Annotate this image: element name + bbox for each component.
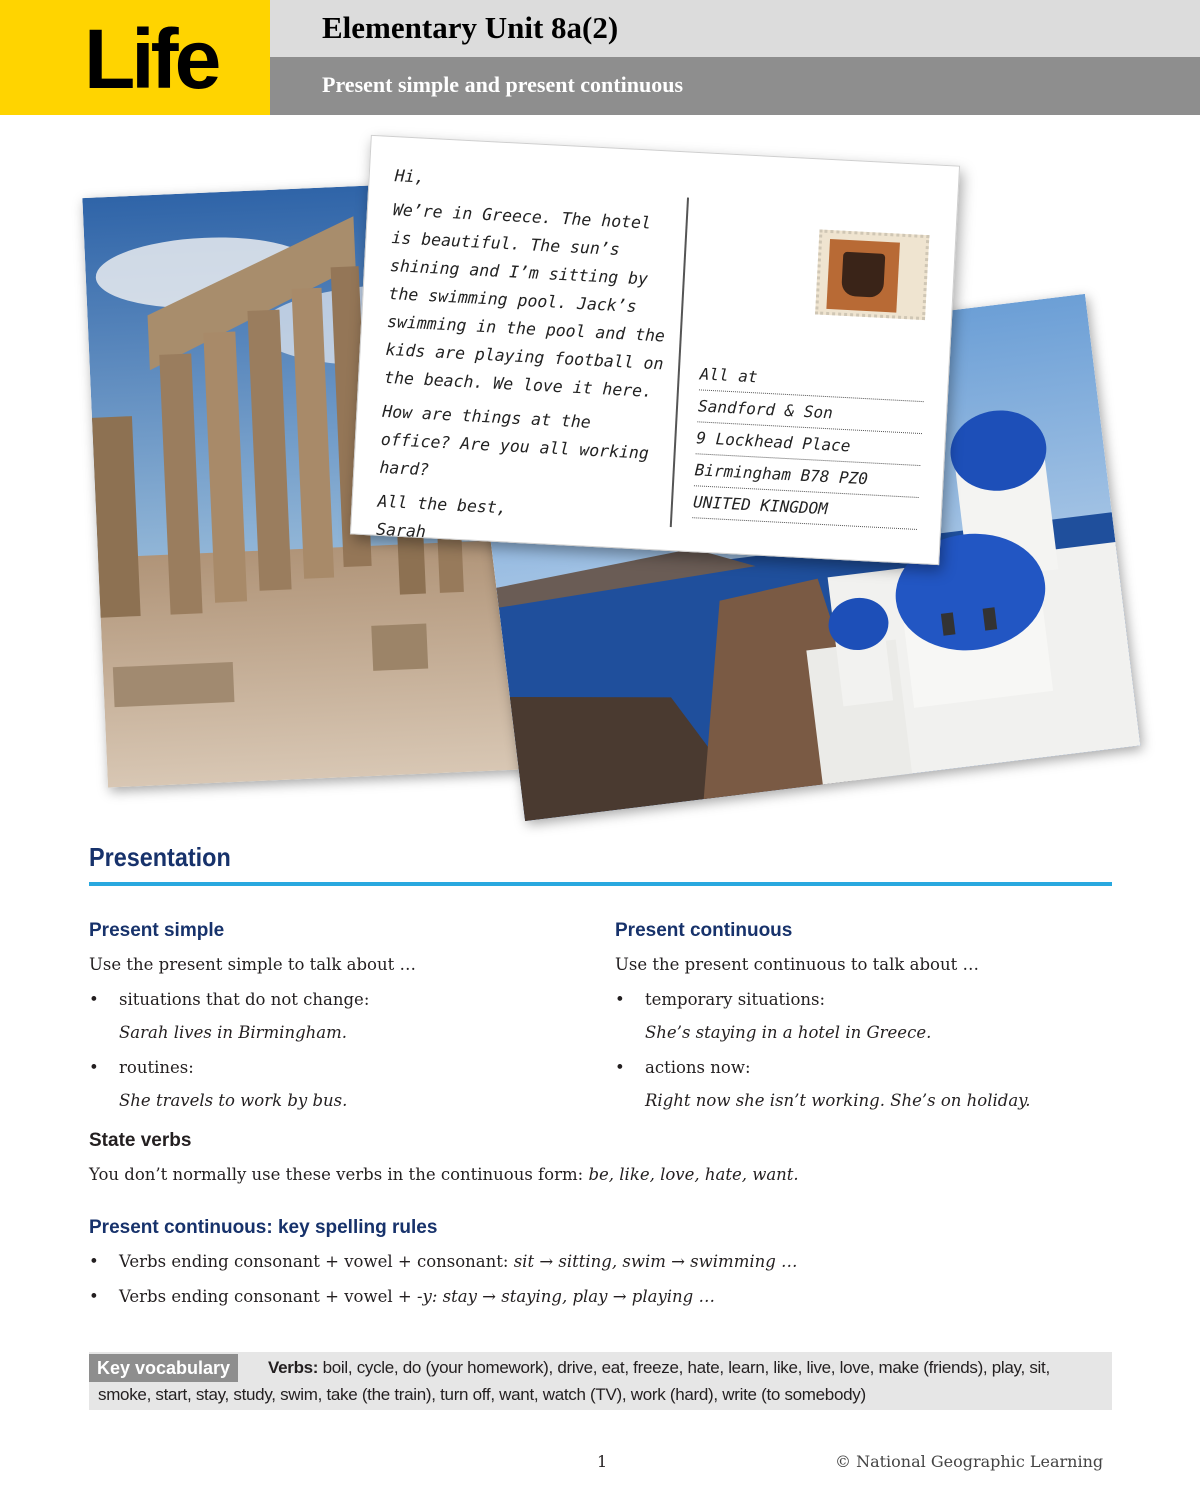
page-number: 1 bbox=[597, 1452, 608, 1471]
address-line: All at bbox=[699, 358, 925, 402]
present-simple-intro: Use the present simple to talk about … bbox=[89, 955, 416, 974]
present-continuous-intro: Use the present continuous to talk about … bbox=[615, 955, 979, 974]
state-verbs-list: be, like, love, hate, want. bbox=[588, 1165, 799, 1184]
address-line: Birmingham B78 PZ0 bbox=[694, 454, 920, 498]
present-simple-heading: Present simple bbox=[89, 920, 225, 941]
spelling-rule-2: • Verbs ending consonant + vowel + -y: stay → staying, play → playing … bbox=[119, 1287, 715, 1306]
postcard-signature: Sarah bbox=[375, 519, 427, 542]
address-line: UNITED KINGDOM bbox=[692, 486, 918, 530]
logo-box bbox=[0, 0, 270, 115]
postcard-message bbox=[375, 162, 680, 564]
present-continuous-example-2: Right now she isn’t working. She’s on holiday. bbox=[645, 1091, 1031, 1110]
postcard-signoff: All the best, bbox=[377, 491, 508, 518]
spelling-rule-1: • Verbs ending consonant + vowel + consonant: sit → sitting, swim → swimming … bbox=[119, 1252, 798, 1271]
present-simple-example-1: Sarah lives in Birmingham. bbox=[119, 1023, 347, 1042]
page-title: Elementary Unit 8a(2) bbox=[322, 10, 619, 45]
present-simple-example-2: She travels to work by bus. bbox=[119, 1091, 348, 1110]
subtitle-bar bbox=[270, 57, 1200, 115]
copyright: © National Geographic Learning bbox=[835, 1452, 1104, 1471]
present-simple-item-1: • situations that do not change: bbox=[119, 990, 369, 1009]
key-vocabulary-label: Key vocabulary bbox=[89, 1354, 238, 1382]
postcard-greeting: Hi, bbox=[394, 166, 426, 187]
section-divider bbox=[89, 882, 1112, 886]
address-line: Sandford & Son bbox=[697, 390, 923, 434]
key-vocabulary-text: Verbs: boil, cycle, do (your homework), drive, eat, freeze, hate, learn, like, live, love, make (friends), play, sit, smoke, start, stay, study, swim, take (the train), turn off, want, watch (TV), work (hard), write (to somebody) bbox=[98, 1358, 1050, 1404]
postcard-question: How are things at the office? Are you all working hard? bbox=[378, 401, 650, 480]
title-bar bbox=[270, 0, 1200, 57]
present-continuous-heading: Present continuous bbox=[615, 920, 793, 941]
address-line: 9 Lockhead Place bbox=[696, 422, 922, 466]
logo: Life bbox=[84, 12, 218, 106]
state-verbs-heading: State verbs bbox=[89, 1130, 192, 1151]
spelling-rules-heading: Present continuous: key spelling rules bbox=[89, 1217, 438, 1238]
present-continuous-item-2: • actions now: bbox=[645, 1058, 751, 1077]
page-subtitle: Present simple and present continuous bbox=[322, 72, 684, 97]
present-continuous-item-1: • temporary situations: bbox=[645, 990, 825, 1009]
postcard-address bbox=[692, 358, 925, 530]
present-continuous-example-1: She’s staying in a hotel in Greece. bbox=[645, 1023, 932, 1042]
postcard bbox=[350, 135, 960, 565]
state-verbs-text: You don’t normally use these verbs in the continuous form: be, like, love, hate, want. bbox=[89, 1165, 799, 1184]
section-title: Presentation bbox=[89, 842, 231, 872]
present-simple-item-2: • routines: bbox=[119, 1058, 194, 1077]
postcard-body: We’re in Greece. The hotel is beautiful. The sun’s shining and I’m sitting by the swimming pool. Jack’s swimming in the pool and the kids are playing football on the beach. We love it here. bbox=[383, 200, 666, 401]
stamp-icon bbox=[815, 229, 929, 320]
